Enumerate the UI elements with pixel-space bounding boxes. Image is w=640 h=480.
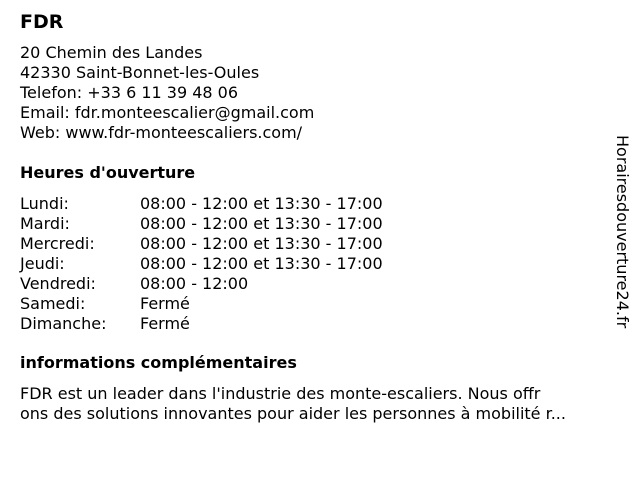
hours-day: Jeudi: xyxy=(20,254,65,273)
description-line: FDR est un leader dans l'industrie des monte-escaliers. Nous offr xyxy=(20,384,541,403)
hours-day: Vendredi: xyxy=(20,274,96,293)
hours-heading: Heures d'ouverture xyxy=(20,163,196,182)
hours-row-sunday xyxy=(20,314,383,334)
hours-value: 08:00 - 12:00 xyxy=(140,274,249,293)
description-line: ons des solutions innovantes pour aider les personnes à mobilité r... xyxy=(20,404,566,423)
address-street: 20 Chemin des Landes xyxy=(20,43,203,62)
hours-value: Fermé xyxy=(140,294,190,313)
hours-day: Samedi: xyxy=(20,294,86,313)
hours-day: Lundi: xyxy=(20,194,69,213)
business-name: FDR xyxy=(20,11,64,33)
hours-row-friday xyxy=(20,274,383,294)
site-watermark: Horairesdouverture24.fr xyxy=(613,135,632,329)
hours-day: Mardi: xyxy=(20,214,70,233)
hours-value: 08:00 - 12:00 et 13:30 - 17:00 xyxy=(140,194,383,213)
info-heading: informations complémentaires xyxy=(20,353,297,372)
opening-hours-table xyxy=(20,194,383,334)
hours-value: 08:00 - 12:00 et 13:30 - 17:00 xyxy=(140,234,383,253)
hours-value: 08:00 - 12:00 et 13:30 - 17:00 xyxy=(140,254,383,273)
business-contact xyxy=(20,43,314,143)
hours-row-monday xyxy=(20,194,383,214)
web-text: Web: www.fdr-monteescaliers.com/ xyxy=(20,123,303,142)
hours-value: 08:00 - 12:00 et 13:30 - 17:00 xyxy=(140,214,383,233)
business-description xyxy=(20,384,620,424)
hours-day: Mercredi: xyxy=(20,234,95,253)
address-city: 42330 Saint-Bonnet-les-Oules xyxy=(20,63,260,82)
hours-row-saturday xyxy=(20,294,383,314)
hours-row-tuesday xyxy=(20,214,383,234)
phone-text: Telefon: +33 6 11 39 48 06 xyxy=(20,83,239,102)
hours-value: Fermé xyxy=(140,314,190,333)
hours-row-thursday xyxy=(20,254,383,274)
hours-day: Dimanche: xyxy=(20,314,107,333)
hours-row-wednesday xyxy=(20,234,383,254)
email-text: Email: fdr.monteescalier@gmail.com xyxy=(20,103,315,122)
